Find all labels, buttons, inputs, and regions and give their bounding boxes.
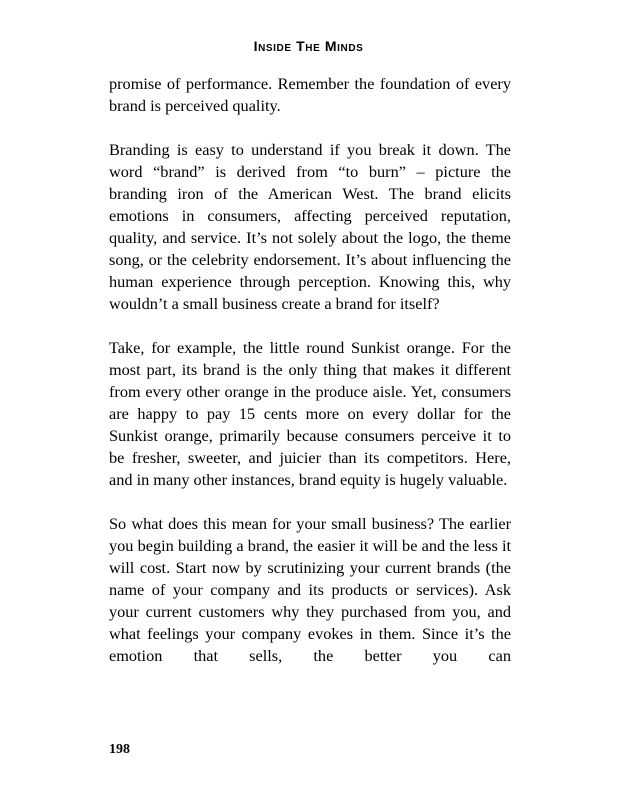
paragraph-3: Take, for example, the little round Sunkist orange. For the most part, its brand is the only thing that makes it different from every other orange in the produce aisle. Yet, consumers are happy to pay 15 cents more on every dollar for the Sunkist orange, primarily because consumers perceive it to be fresher, sweeter, and juicier than its competitors. Here, and in many other instances, brand equity is hugely valuable. xyxy=(109,338,511,489)
paragraph-2: Branding is easy to understand if you break it down. The word “brand” is derived from “to burn” – picture the branding iron of the American West. The brand elicits emotions in consumers, affecting perceived reputation, quality, and service. It’s not solely about the logo, the theme song, or the celebrity endorsement. It’s about influencing the human experience through perception. Knowing this, why wouldn’t a small business create a brand for itself? xyxy=(109,140,511,313)
paragraph-4: So what does this mean for your small business? The earlier you begin building a brand, the easier it will be and the less it will cost. Start now by scrutinizing your current brands (the name of your company and its products or services). Ask your current customers why they purchased from you, and what feelings your company evokes in them. Since it’s the emotion that sells, the better you can xyxy=(109,514,511,665)
page-number: 198 xyxy=(109,742,130,757)
body-text xyxy=(109,73,511,689)
running-header: Inside The Minds xyxy=(253,38,364,54)
paragraph-1: promise of performance. Remember the foundation of every brand is perceived quality. xyxy=(109,74,511,115)
